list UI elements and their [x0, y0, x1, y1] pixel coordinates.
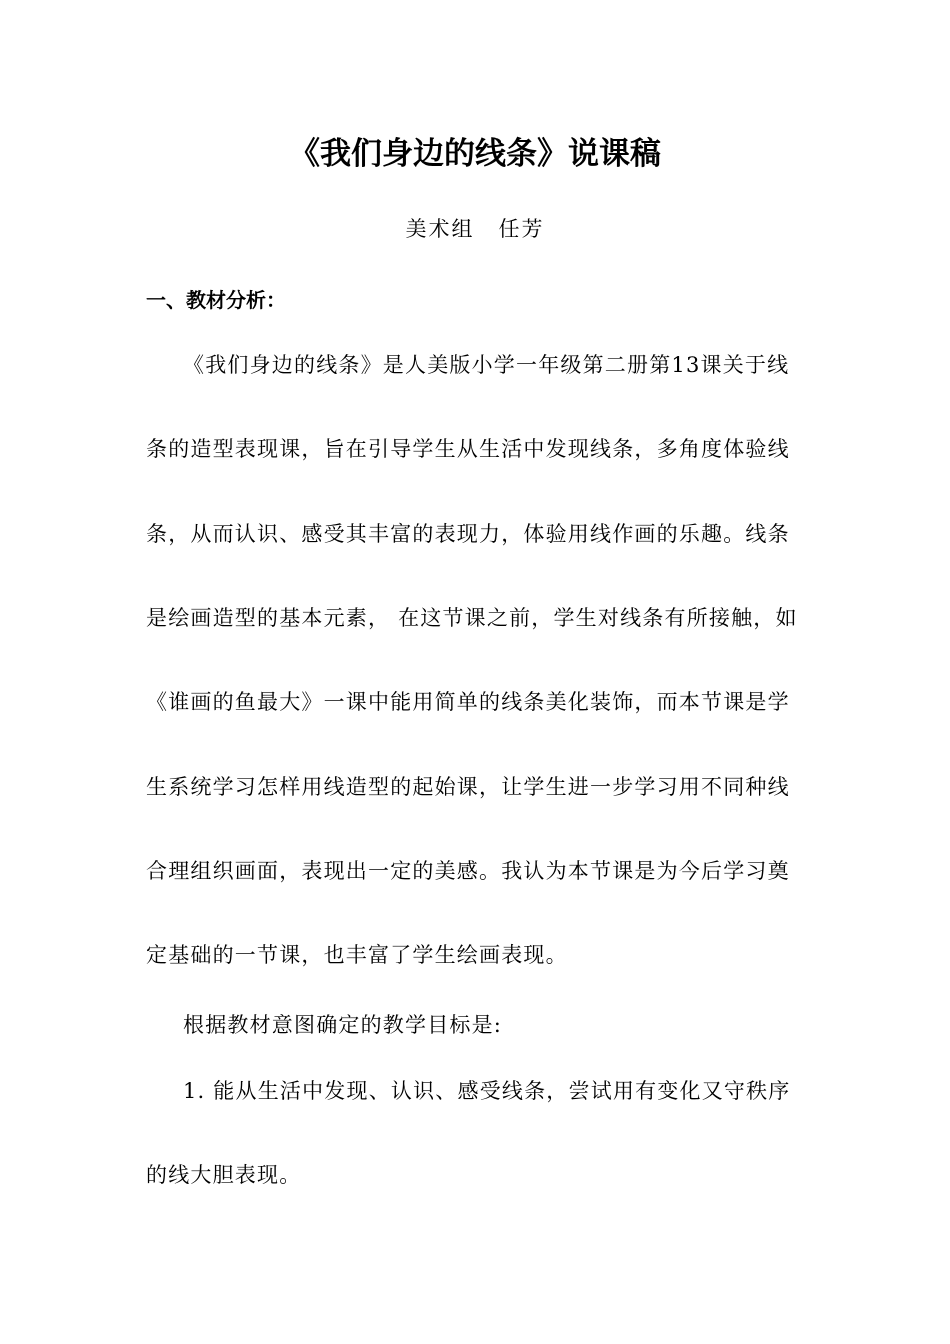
paragraph-line: 《谁画的鱼最大》一课中能用简单的线条美化装饰，而本节课是学 [146, 690, 790, 714]
paragraph-line: 条的造型表现课，旨在引导学生从生活中发现线条，多角度体验线 [146, 437, 790, 461]
section-heading: 一、教材分析： [146, 288, 286, 312]
author-name: 任芳 [498, 217, 545, 241]
author-group: 美术组 [405, 217, 475, 241]
document-title: 《我们身边的线条》说课稿 [289, 136, 661, 172]
paragraph-line: 合理组织画面，表现出一定的美感。我认为本节课是为今后学习奠 [146, 859, 790, 883]
paragraph-line: 定基础的一节课，也丰富了学生绘画表现。 [146, 943, 568, 967]
paragraph-line: 条，从而认识、感受其丰富的表现力，体验用线作画的乐趣。线条 [146, 522, 790, 546]
paragraph-line: 是绘画造型的基本元素， 在这节课之前，学生对线条有所接触，如 [146, 606, 798, 630]
author-line [0, 214, 950, 244]
goal-line: 的线大胆表现。 [146, 1163, 302, 1187]
paragraph-line: 《我们身边的线条》是人美版小学一年级第二册第13课关于线 [183, 353, 790, 377]
paragraph-line: 生系统学习怎样用线造型的起始课，让学生进一步学习用不同种线 [146, 775, 790, 799]
goal-line: 1. 能从生活中发现、认识、感受线条，尝试用有变化又守秩序 [183, 1079, 791, 1103]
goals-intro: 根据教材意图确定的教学目标是: [183, 1013, 503, 1037]
